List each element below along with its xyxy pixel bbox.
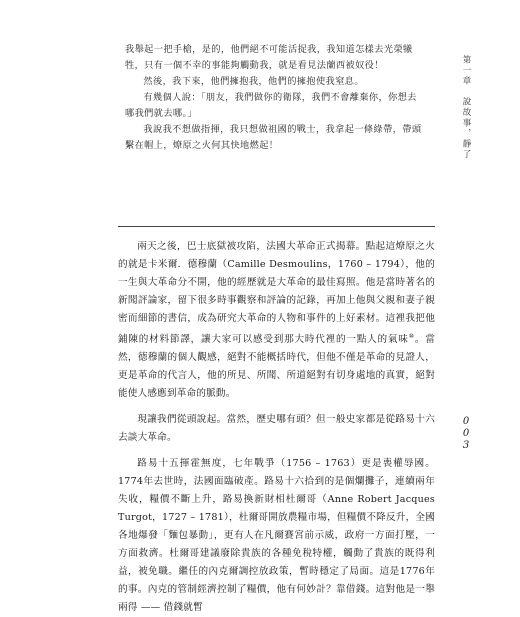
quote-paragraph-2: 然後，我下來，他們擁抱我，他們的擁抱使我窒息。 [143, 76, 364, 87]
body-paragraph-1-rest: 。當然，德穆蘭的個人觀感，絕對不能概括時代，但他不僅是革命的見證人，更是革命的代言人，他的所見、所聞、所道絕對有切身處地的真實，絕對能使人感應到革命的脈動。 [118, 334, 435, 400]
page-number [460, 416, 472, 452]
page-number-digit-1: 0 [462, 416, 470, 427]
page-number-digit-2: 0 [462, 428, 470, 439]
quote-paragraph-3: 有幾個人說：「朋友，我們做你的衛隊，我們不會離棄你，你想去哪我們就去哪。」 [125, 92, 417, 119]
quoted-passage [125, 42, 425, 154]
quote-paragraph-4: 我說我不想做指揮，我只想做祖國的戰士，我拿起一條綠帶，帶頭繫在帽上，燎原之火何其快地燃起！ [125, 124, 422, 151]
footnote-marker[interactable]: ⑩ [408, 333, 415, 340]
main-text [118, 238, 435, 617]
section-divider [118, 226, 435, 227]
page-number-digit-3: 3 [462, 440, 470, 451]
body-paragraph-1-text: 兩天之後，巴士底獄被攻陷，法國大革命正式揭幕。點起這燎原之火的就是卡米爾．德穆蘭（Camille Desmoulins，1760 – 1794），他的一生與大革命分不開，他的經歷就是大革命的最佳寫照。他是當時著名的新聞評論家，留下很多時事觀察和評論的記錄，再加上他與父親和妻子親密而細節的書信，成為研究大革命的人物和事件的上好素材。這裡我把他鋪陳的材料節譯，讓大家可以感受到那大時代裡的一點人的氣味 [118, 241, 435, 346]
body-paragraph-1 [118, 238, 435, 403]
quote-paragraph-1: 我舉起一把手槍，是的，他們絕不可能活捉我，我知道怎樣去光榮犧牲，只有一個不幸的事能夠觸動我，就是看見法蘭西被奴役！ [125, 44, 413, 71]
body-paragraph-3: 路易十五揮霍無度，七年戰爭（1756 – 1763）更是喪權辱國。1774年去世時，法國面臨破產。路易十六拾到的是個爛攤子，連續兩年失收，糧價不斷上升，路易換新財相杜爾哥（Anne Robert Jacques Turgot，1727 – 1781），杜爾哥開放農糧市場，但糧價不降反升，全國各地爆發「麵包暴動」，更有人在凡爾賽宮前示威，政府一方面打壓，一方面救濟。杜爾哥建議廢除貴族的各種免稅特權，觸動了貴族的既得利益，被免職。繼任的內克爾調控放政策，暫時穩定了局面。這是1776年的事。內克的管制經濟控制了糧價，他有何妙計？靠借錢。這對他是一舉兩得 —— 借錢就暫 [118, 458, 435, 614]
body-paragraph-2: 現讓我們從頭說起。當然，歷史哪有頭？但一般史家都是從路易十六去談大革命。 [118, 414, 435, 444]
running-chapter-title: 第一章 說故事，靜了 [461, 55, 471, 160]
